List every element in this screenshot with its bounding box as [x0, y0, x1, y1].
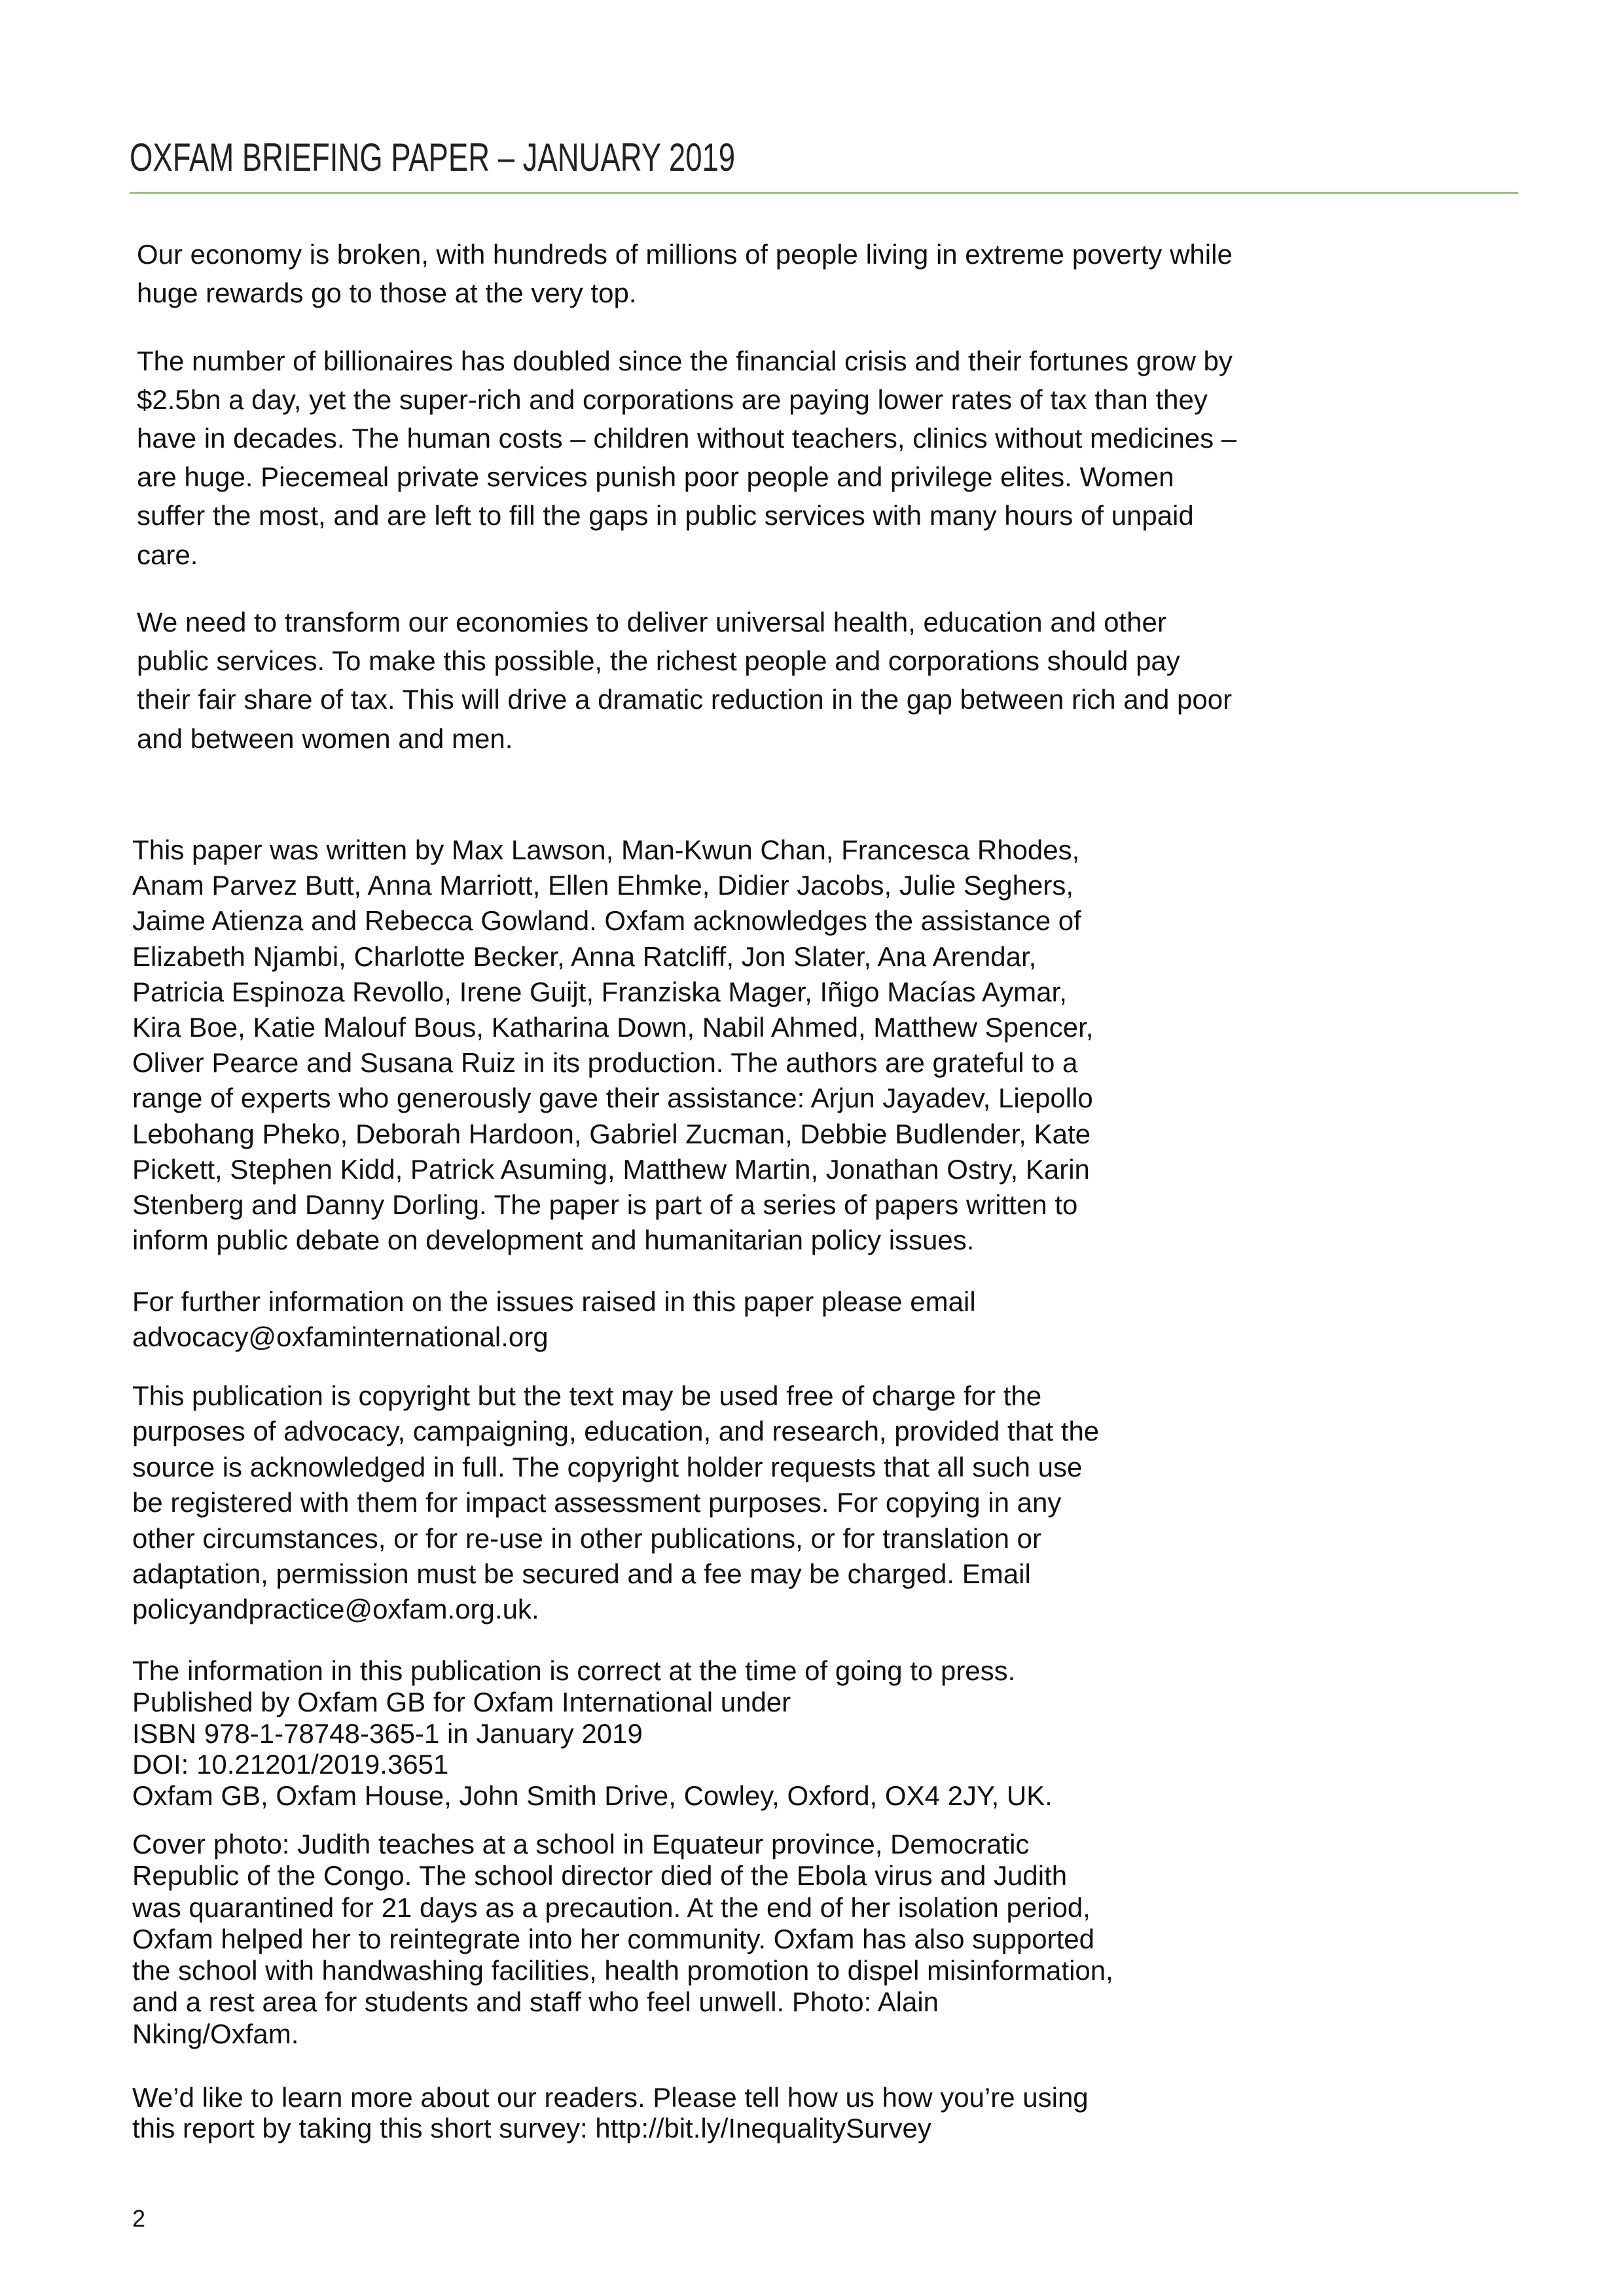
address-line: Oxfam GB, Oxfam House, John Smith Drive, Cowley, Oxford, OX4 2JY, UK. — [132, 1780, 1053, 1812]
summary-line: and between women and men. — [137, 723, 513, 754]
cover-photo-caption — [132, 1829, 1113, 2050]
copyright-line: other circumstances, or for re-use in other publications, or for translation or — [132, 1522, 1041, 1554]
credits-line: Patricia Espinoza Revollo, Irene Guijt, Franziska Mager, Iñigo Macías Aymar, — [132, 976, 1067, 1007]
advocacy-email-link[interactable]: advocacy@oxfaminternational.org — [132, 1321, 549, 1353]
credits-line: Kira Boe, Katie Malouf Bous, Katharina Down, Nabil Ahmed, Matthew Spencer, — [132, 1012, 1094, 1043]
contact-intro: For further information on the issues raised in this paper please email — [132, 1286, 976, 1317]
credits-line: This paper was written by Max Lawson, Man-Kwun Chan, Francesca Rhodes, — [132, 834, 1080, 865]
summary-line: huge rewards go to those at the very top. — [137, 278, 637, 309]
cover-photo-line: Cover photo: Judith teaches at a school in Equateur province, Democratic — [132, 1829, 1030, 1859]
page-number: 2 — [132, 2205, 146, 2232]
copyright-line: This publication is copyright but the text may be used free of charge for the — [132, 1380, 1042, 1411]
copyright-line: adaptation, permission must be secured and a fee may be charged. Email — [132, 1558, 1031, 1590]
copyright-email-line — [132, 1592, 1099, 1627]
survey-prefix: this report by taking this short survey: — [132, 2113, 596, 2144]
credits-line: Oliver Pearce and Susana Ruiz in its production. The authors are grateful to a — [132, 1047, 1078, 1079]
credits-line: range of experts who generously gave their assistance: Arjun Jayadev, Liepollo — [132, 1083, 1093, 1114]
survey-line — [132, 2113, 1089, 2144]
contact-line — [132, 1319, 976, 1355]
copyright-paragraph — [132, 1378, 1099, 1628]
publication-info — [132, 1655, 1053, 1812]
running-header-title: OXFAM BRIEFING PAPER – JANUARY 2019 — [130, 135, 736, 179]
summary-line: $2.5bn a day, yet the super-rich and corporations are paying lower rates of tax than they — [137, 384, 1208, 415]
credits-line: Anam Parvez Butt, Anna Marriott, Ellen Ehmke, Didier Jacobs, Julie Seghers, — [132, 870, 1074, 901]
summary-line: are huge. Piecemeal private services punish poor people and privilege elites. Women — [137, 461, 1174, 493]
summary-line: have in decades. The human costs – children without teachers, clinics without medicines – — [137, 423, 1237, 454]
credits-line: Stenberg and Danny Dorling. The paper is part of a series of papers written to — [132, 1189, 1078, 1221]
summary-line: Our economy is broken, with hundreds of millions of people living in extreme poverty while — [137, 239, 1233, 270]
survey-paragraph — [132, 2082, 1089, 2144]
publication-line: The information in this publication is correct at the time of going to press. — [132, 1655, 1016, 1686]
credits-line: Pickett, Stephen Kidd, Patrick Asuming, Matthew Martin, Jonathan Ostry, Karin — [132, 1153, 1090, 1185]
summary-line: their fair share of tax. This will drive a dramatic reduction in the gap between rich and poor — [137, 684, 1233, 715]
summary-line: The number of billionaires has doubled since the financial crisis and their fortunes grow by — [137, 345, 1233, 376]
doi-line: DOI: 10.21201/2019.3651 — [132, 1749, 449, 1780]
summary-paragraph-1 — [137, 235, 1233, 312]
summary-line: public services. To make this possible, the richest people and corporations should pay — [137, 645, 1180, 677]
summary-line: suffer the most, and are left to fill the gaps in public services with many hours of unpaid — [137, 500, 1194, 531]
policy-email-link[interactable]: policyandpractice@oxfam.org.uk — [132, 1594, 532, 1625]
summary-paragraph-2 — [137, 342, 1236, 574]
summary-line: We need to transform our economies to deliver universal health, education and other — [137, 607, 1166, 637]
cover-photo-line: Oxfam helped her to reintegrate into her community. Oxfam has also supported — [132, 1923, 1094, 1954]
cover-photo-line: Republic of the Congo. The school director died of the Ebola virus and Judith — [132, 1860, 1068, 1892]
survey-url-link[interactable]: http://bit.ly/InequalitySurvey — [595, 2113, 931, 2144]
copyright-line: be registered with them for impact assessment purposes. For copying in any — [132, 1487, 1062, 1518]
copyright-line: source is acknowledged in full. The copyright holder requests that all such use — [132, 1451, 1083, 1482]
cover-photo-line: was quarantined for 21 days as a precaution. At the end of her isolation period, — [132, 1892, 1091, 1923]
credits-line: Jaime Atienza and Rebecca Gowland. Oxfam acknowledges the assistance of — [132, 905, 1081, 937]
credits-line: Elizabeth Njambi, Charlotte Becker, Anna Ratcliff, Jon Slater, Ana Arendar, — [132, 941, 1037, 972]
cover-photo-line: the school with handwashing facilities, health promotion to dispel misinformation, — [132, 1955, 1113, 1986]
credits-line: inform public debate on development and humanitarian policy issues. — [132, 1225, 975, 1256]
isbn-line: ISBN 978-1-78748-365-1 in January 2019 — [132, 1717, 643, 1749]
publication-line: Published by Oxfam GB for Oxfam International under — [132, 1686, 791, 1717]
contact-paragraph — [132, 1284, 976, 1355]
survey-line: We’d like to learn more about our readers. Please tell how us how you’re using — [132, 2082, 1089, 2113]
summary-paragraph-3 — [137, 603, 1232, 758]
summary-line: care. — [137, 539, 198, 570]
credits-paragraph — [132, 833, 1093, 1258]
header-rule — [130, 192, 1518, 194]
copyright-trailing-period: . — [531, 1594, 539, 1625]
copyright-line: purposes of advocacy, campaigning, education, and research, provided that the — [132, 1416, 1100, 1447]
cover-photo-line: and a rest area for students and staff who feel unwell. Photo: Alain — [132, 1986, 939, 2018]
credits-line: Lebohang Pheko, Deborah Hardoon, Gabriel Zucman, Debbie Budlender, Kate — [132, 1118, 1091, 1149]
cover-photo-line: Nking/Oxfam. — [132, 2018, 299, 2049]
